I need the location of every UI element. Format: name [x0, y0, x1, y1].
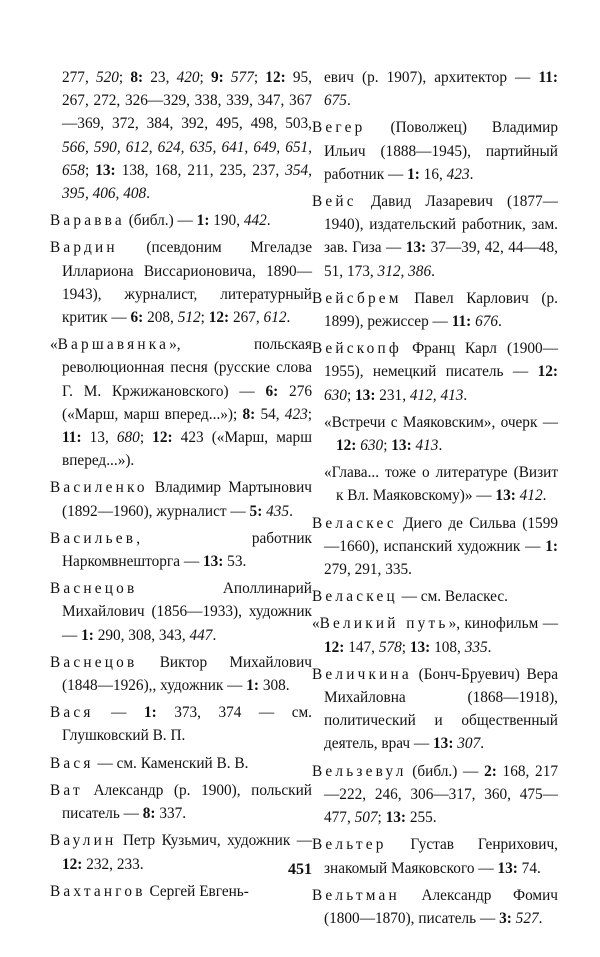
- volume-ref: 13:: [497, 859, 518, 877]
- volume-ref: 13:: [495, 487, 516, 505]
- page-ref-italic: 354, 395, 406, 408: [62, 161, 312, 203]
- index-entry: [312, 337, 558, 407]
- entry-text: —: [93, 704, 144, 722]
- page-ref-italic: 675: [324, 92, 347, 110]
- page-ref-italic: 420: [176, 69, 200, 86]
- volume-ref: 1:: [545, 537, 558, 555]
- entry-text: ;: [383, 437, 392, 455]
- page-ref-italic: 612: [263, 309, 287, 327]
- volume-ref: 13:: [409, 638, 431, 656]
- entry-text: «: [50, 336, 58, 354]
- entry-text: ;: [253, 69, 266, 86]
- entry-text: , работник Наркомвнешторга —: [62, 529, 312, 571]
- entry-text: 74.: [517, 859, 541, 877]
- page-ref-italic: 447: [189, 626, 213, 644]
- volume-ref: 13:: [405, 239, 427, 257]
- entry-text: .: [146, 185, 150, 203]
- entry-headword: Веласкес: [312, 514, 397, 532]
- volume-ref: 3:: [499, 909, 512, 927]
- index-subentry: [312, 411, 558, 457]
- volume-ref: 11:: [538, 69, 558, 86]
- page-ref-italic: 412, 413: [409, 386, 464, 404]
- index-column-right: [312, 66, 558, 934]
- page-ref-italic: 577: [230, 69, 254, 86]
- volume-ref: 1:: [196, 212, 210, 230]
- entry-text: Павел Карлович (р. 1899), режиссер —: [324, 289, 558, 331]
- entry-text: ;: [307, 405, 312, 423]
- entry-text: ;: [377, 809, 386, 827]
- entry-headword: Вардин: [50, 239, 118, 257]
- page-ref-italic: 423: [446, 165, 470, 183]
- volume-ref: 8:: [130, 69, 144, 86]
- volume-ref: 11:: [62, 429, 82, 447]
- entry-text: .: [498, 313, 502, 331]
- entry-text: 208,: [143, 309, 178, 327]
- volume-ref: 12:: [152, 429, 173, 447]
- entry-text: 276 («Марш, марш вперед...»);: [62, 382, 312, 423]
- volume-ref: 12:: [537, 363, 558, 381]
- entry-text: ;: [199, 69, 211, 86]
- entry-text: ;: [84, 161, 96, 179]
- volume-ref: 12:: [62, 855, 83, 873]
- index-column-left: [50, 66, 312, 907]
- entry-headword: Великий путь: [319, 615, 449, 633]
- page-ref-italic: 507: [354, 809, 378, 827]
- volume-ref: 12:: [265, 69, 286, 86]
- entry-headword: Вельзевул: [312, 762, 407, 780]
- index-entry: [50, 880, 312, 903]
- index-entry: [312, 663, 558, 756]
- volume-ref: 1:: [246, 677, 260, 695]
- page-ref-italic: 435: [266, 502, 290, 520]
- page-number: 451: [288, 861, 312, 878]
- volume-ref: 8:: [242, 405, 256, 423]
- entry-text: (библ.) —: [406, 762, 485, 780]
- entry-text: .: [469, 165, 474, 183]
- entry-text: (Поволжец) Владимир Ильич (1888—1945), партийный работник —: [324, 119, 558, 183]
- entry-text: .: [480, 735, 485, 753]
- volume-ref: 8:: [142, 805, 156, 823]
- volume-ref: 13:: [355, 386, 376, 404]
- entry-text: 337.: [155, 805, 187, 823]
- volume-ref: 12:: [336, 437, 357, 455]
- entry-text: 290, 308, 343,: [93, 626, 190, 644]
- entry-text: 168, 217—222, 246, 306—317, 360, 475—477,: [324, 762, 558, 827]
- entry-text: 423 («Марш, марш вперед...»).: [62, 429, 312, 470]
- entry-headword: Вегер: [312, 119, 366, 137]
- entry-text: Аполлинарий Михайлович (1856—1933), художник —: [62, 580, 312, 644]
- page-ref-italic: 413: [415, 437, 439, 455]
- entry-text: .: [346, 92, 351, 110]
- index-entry: [50, 577, 312, 647]
- volume-ref: 1:: [407, 165, 420, 183]
- volume-ref: 13:: [433, 735, 454, 753]
- entry-headword: Василенко: [50, 479, 148, 497]
- entry-text: Виктор Михайлович (1848—1926),, художник —: [62, 653, 312, 695]
- entry-headword: Вельтман: [312, 886, 400, 904]
- entry-text: ;: [200, 309, 209, 327]
- entry-headword: Величкина: [312, 665, 412, 683]
- entry-headword: Веласкец: [312, 588, 398, 606]
- entry-text: .: [487, 638, 492, 656]
- volume-ref: 13:: [202, 553, 224, 571]
- entry-text: Давид Лазаревич (1877—1940), издательский работник, зам. зав. Гиза —: [324, 193, 558, 257]
- index-entry: [312, 884, 558, 930]
- entry-text: евич (р. 1907), архитектор —: [324, 69, 539, 86]
- entry-text: 308.: [259, 677, 290, 695]
- volume-ref: 13:: [391, 437, 412, 455]
- entry-text: 232, 233.: [82, 855, 144, 873]
- index-entry: [50, 752, 312, 775]
- entry-headword: Вейскопф: [312, 340, 402, 358]
- index-entry: [50, 651, 312, 697]
- page-ref-italic: 335: [464, 638, 488, 656]
- entry-headword: Ват: [50, 781, 83, 799]
- page-ref-italic: 630: [324, 386, 347, 404]
- page-ref-italic: 676: [475, 313, 499, 331]
- entry-text: Александр (р. 1900), польский писатель —: [62, 781, 312, 823]
- index-entry: [50, 209, 312, 232]
- volume-ref: 6:: [130, 309, 144, 327]
- volume-ref: 13:: [385, 809, 407, 827]
- page-ref-italic: 520: [95, 69, 119, 86]
- page-ref-italic: 423: [284, 405, 308, 423]
- page-ref-italic: 578: [378, 638, 402, 656]
- entry-text: ;: [139, 429, 153, 447]
- entry-text: (псевдоним Мгеладзе Иллариона Виссарионовича, 1890—1943), журналист, литературный критик —: [62, 239, 312, 327]
- entry-text: 147,: [344, 638, 379, 656]
- page-ref-italic: 566, 590, 612, 624, 635, 641, 649, 651, 658: [62, 138, 312, 179]
- entry-headword: Васнецов: [50, 653, 138, 671]
- index-entry: [312, 612, 558, 658]
- entry-text: .: [538, 909, 543, 927]
- index-entry: [312, 190, 558, 283]
- entry-text: «Встречи с Маяковским», очерк —: [324, 413, 558, 431]
- entry-headword: Вельтер: [312, 836, 387, 854]
- entry-text: (библ.) —: [124, 212, 197, 230]
- entry-text: 277,: [62, 69, 96, 86]
- page-ref-italic: 680: [116, 429, 140, 447]
- entry-headword: Варавва: [50, 212, 125, 230]
- entry-text: 23,: [143, 69, 177, 86]
- entry-text: 16,: [419, 165, 447, 183]
- entry-text: ;: [401, 638, 410, 656]
- entry-text: 267,: [229, 309, 264, 327]
- page-ref-italic: 312, 386: [377, 262, 432, 280]
- entry-text: .: [431, 262, 435, 280]
- index-entry: [50, 476, 312, 522]
- entry-text: 373, 374 — см. Глушковский В. П.: [62, 704, 312, 745]
- entry-text: 255.: [406, 809, 437, 827]
- index-entry: [312, 116, 558, 186]
- entry-text: Сергей Евгень-: [145, 882, 249, 900]
- entry-text: .: [286, 309, 291, 327]
- entry-text: Диего де Сильва (1599—1660), испанский художник —: [324, 514, 558, 555]
- volume-ref: 1:: [143, 704, 157, 722]
- index-entry: [50, 701, 312, 747]
- entry-text: 138, 168, 211, 235, 237,: [115, 161, 286, 179]
- index-entry: [50, 779, 312, 825]
- volume-ref: 5:: [249, 502, 263, 520]
- page-ref-italic: 527: [515, 909, 539, 927]
- page-ref-italic: 442: [243, 212, 267, 230]
- entry-text: — см. Веласкес.: [397, 588, 508, 606]
- entry-text: 95, 267, 272, 326—329, 338, 339, 347, 367—369, 372, 384, 392, 495, 498, 503,: [62, 69, 313, 133]
- index-entry: [50, 333, 312, 472]
- volume-ref: 12:: [208, 309, 230, 327]
- index-entry: [50, 236, 312, 329]
- entry-text: ;: [346, 386, 356, 404]
- page-ref-italic: 630: [360, 437, 384, 455]
- entry-text: (Бонч-Бруевич) Вера Михайловна (1868—1918), политический и общественный деятель, врач —: [324, 665, 558, 753]
- entry-text: 37—39, 42, 44—48, 51, 173,: [324, 239, 558, 280]
- volume-ref: 13:: [95, 161, 116, 179]
- entry-text: .: [266, 212, 271, 230]
- entry-headword: Васнецов: [50, 580, 138, 598]
- page-ref-italic: 307: [457, 735, 481, 753]
- entry-text: ;: [118, 69, 131, 86]
- entry-text: 231,: [375, 386, 410, 404]
- entry-text: 53.: [223, 553, 247, 571]
- entry-text: .: [212, 626, 217, 644]
- entry-text: «Глава... тоже о литературе (Визит к Вл. Маяковскому)» —: [324, 464, 558, 505]
- entry-headword: Васильев: [50, 529, 137, 547]
- entry-text: .: [289, 502, 293, 520]
- index-entry-continuation: [312, 66, 558, 112]
- entry-headword: Вася: [50, 704, 94, 722]
- entry-headword: Вейс: [312, 193, 357, 211]
- index-entry-continuation: [50, 66, 312, 205]
- entry-text: 190,: [209, 212, 244, 230]
- entry-text: 13,: [81, 429, 117, 447]
- index-subentry: [312, 461, 558, 507]
- entry-text: 54,: [255, 405, 285, 423]
- page-ref-italic: 412: [519, 487, 543, 505]
- entry-headword: Вахтангов: [50, 882, 146, 900]
- entry-text: — см. Каменский В. В.: [93, 754, 249, 772]
- volume-ref: 11:: [451, 313, 472, 331]
- entry-text: .: [438, 437, 443, 455]
- volume-ref: 12:: [324, 638, 345, 656]
- entry-text: Петр Кузьмич, художник —: [116, 832, 312, 850]
- entry-text: Александр Фомич (1800—1870), писатель —: [324, 886, 558, 927]
- entry-text: «: [312, 615, 320, 633]
- entry-text: », польская революционная песня (русские слова Г. М. Кржижановского) —: [62, 336, 312, 400]
- entry-text: 108,: [430, 638, 465, 656]
- volume-ref: 9:: [210, 69, 224, 86]
- entry-text: Густав Генрихович, знакомый Маяковского —: [324, 836, 558, 877]
- entry-text: Владимир Мартынович (1892—1960), журналист —: [62, 479, 312, 520]
- entry-text: .: [542, 487, 547, 505]
- entry-headword: Варшавянка: [57, 336, 170, 354]
- index-entry: [312, 287, 558, 333]
- page-ref-italic: 512: [177, 309, 201, 327]
- entry-headword: Вейсбрем: [312, 289, 402, 307]
- volume-ref: 2:: [484, 762, 497, 780]
- index-entry: [312, 760, 558, 830]
- entry-headword: Ваулин: [50, 832, 117, 850]
- entry-text: .: [463, 386, 468, 404]
- index-entry: [50, 527, 312, 573]
- index-entry: [312, 585, 558, 608]
- entry-headword: Вася: [50, 754, 94, 772]
- entry-text: 279, 291, 335.: [324, 561, 412, 579]
- index-entry: [312, 512, 558, 582]
- entry-text: », кинофильм —: [448, 615, 558, 633]
- entry-text: Франц Карл (1900—1955), немецкий писатель —: [324, 340, 558, 381]
- entry-text: [224, 69, 231, 86]
- volume-ref: 6:: [265, 382, 279, 400]
- volume-ref: 1:: [81, 626, 94, 644]
